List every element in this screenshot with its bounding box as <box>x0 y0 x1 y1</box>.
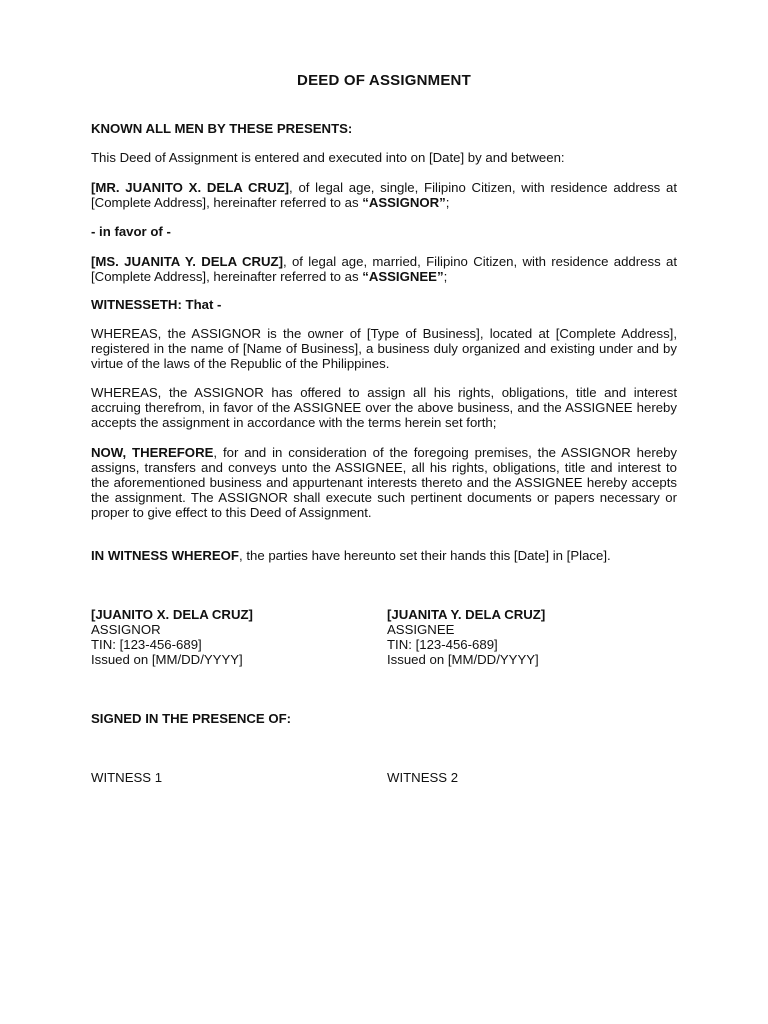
assignee-details: , of legal age, married, Filipino Citizen, with residence address at [Complete Address], hereinafter referred to as <box>91 254 677 284</box>
signatory-issued: Issued on [MM/DD/YYYY] <box>387 652 539 667</box>
signatory-tin: TIN: [123-456-689] <box>387 637 498 652</box>
assignee-paragraph <box>91 254 677 284</box>
witness-1-label: WITNESS 1 <box>91 770 163 785</box>
whereas-paragraph-1: WHEREAS, the ASSIGNOR is the owner of [Type of Business], located at [Complete Address], registered in the name of [Name of Business], a business duly organized and existing under and by virtue of the laws of the Republic of the Philippines. <box>91 326 677 371</box>
whereas-paragraph-2: WHEREAS, the ASSIGNOR has offered to assign all his rights, obligations, title and interest accruing therefrom, in favor of the ASSIGNEE over the above business, and the ASSIGNEE hereby accepts the assignment in accordance with the terms herein set forth; <box>91 385 677 430</box>
now-therefore-lead: NOW, THEREFORE <box>91 445 214 460</box>
now-therefore-text: , for and in consideration of the foregoing premises, the ASSIGNOR hereby assigns, transfers and conveys unto the ASSIGNEE, all his rights, obligations, title and interest to the aforementioned business and appurtenant interests thereto and the ASSIGNEE hereby accepts the assignment. The ASSIGNOR shall execute such pertinent documents or papers necessary or proper to give effect to this Deed of Assignment. <box>91 445 678 520</box>
in-witness-paragraph <box>91 548 677 563</box>
signatory-assignee <box>387 607 647 667</box>
signatory-name: [JUANITO X. DELA CRUZ] <box>91 607 253 622</box>
intro-paragraph: This Deed of Assignment is entered and executed into on [Date] by and between: <box>91 150 565 165</box>
in-witness-text: , the parties have hereunto set their hands this [Date] in [Place]. <box>239 548 611 563</box>
assignor-paragraph <box>91 180 677 210</box>
opening-line: KNOWN ALL MEN BY THESE PRESENTS: <box>91 121 353 136</box>
assignor-details: , of legal age, single, Filipino Citizen, with residence address at [Complete Address], hereinafter referred to as <box>91 180 678 210</box>
assignee-end: ; <box>443 269 448 284</box>
in-favor-line: - in favor of - <box>91 224 171 239</box>
witness-2-label: WITNESS 2 <box>387 770 459 785</box>
in-witness-lead: IN WITNESS WHEREOF <box>91 548 239 563</box>
assignor-name: [MR. JUANITO X. DELA CRUZ] <box>91 180 290 195</box>
signatory-role: ASSIGNOR <box>91 622 161 637</box>
document-title: DEED OF ASSIGNMENT <box>297 72 471 89</box>
assignor-end: ; <box>445 195 450 210</box>
witnesseth-line: WITNESSETH: That - <box>91 297 222 312</box>
signed-presence-line: SIGNED IN THE PRESENCE OF: <box>91 711 292 726</box>
signatory-issued: Issued on [MM/DD/YYYY] <box>91 652 243 667</box>
now-therefore-paragraph <box>91 445 677 520</box>
assignor-role: “ASSIGNOR” <box>362 195 446 210</box>
signatory-role: ASSIGNEE <box>387 622 455 637</box>
signatory-name: [JUANITA Y. DELA CRUZ] <box>387 607 546 622</box>
signatory-assignor <box>91 607 351 667</box>
signatory-tin: TIN: [123-456-689] <box>91 637 202 652</box>
assignee-role: “ASSIGNEE” <box>362 269 444 284</box>
assignee-name: [MS. JUANITA Y. DELA CRUZ] <box>91 254 283 269</box>
